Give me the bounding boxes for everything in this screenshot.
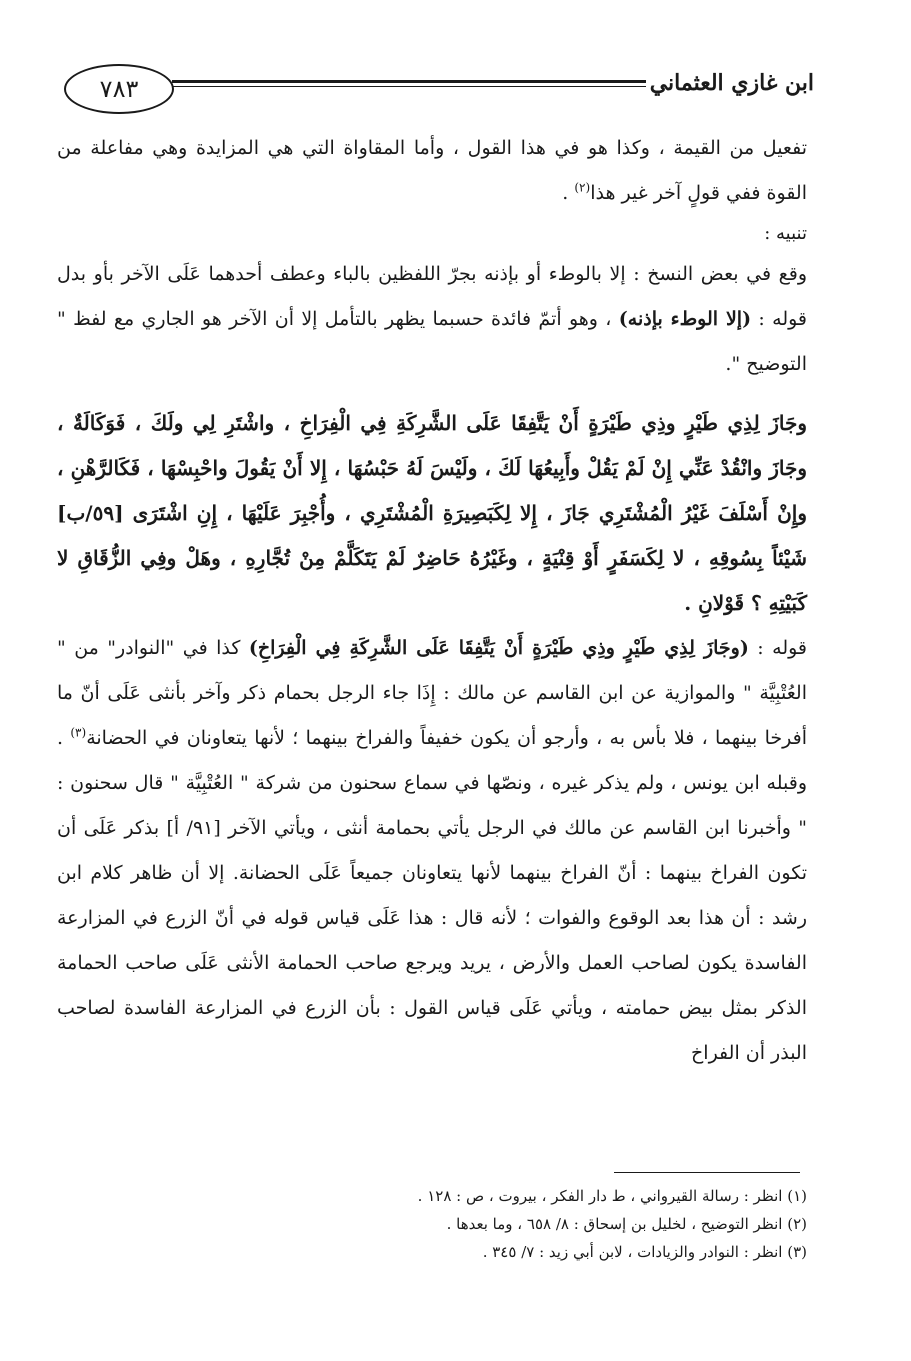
footnote-3: (٣) انظر : النوادر والزيادات ، لابن أبي زيد : ٧/ ٣٤٥ . [482, 1243, 807, 1261]
footnote-ref-2: (٢) [574, 180, 591, 195]
page-header [58, 52, 814, 120]
main-text [57, 126, 807, 1076]
note-heading: تنبيه : [764, 223, 807, 244]
footnote-separator [614, 1172, 800, 1173]
footnote-2: (٢) انظر التوضيح ، لخليل بن إسحاق : ٨/ ٦٥٨ ، وما بعدها . [446, 1215, 807, 1233]
paragraph-3 [57, 626, 807, 1076]
paragraph-1-end: . [562, 182, 575, 204]
paragraph-1 [57, 126, 807, 216]
header-rule-thin [172, 86, 646, 87]
footnotes [107, 1182, 807, 1266]
paragraph-1-text: تفعيل من القيمة ، وكذا هو في هذا القول ، وأما المقاواة التي هي المزايدة وهي مفاعلة من القوة ففي قولٍ آخر غير هذا [57, 137, 807, 204]
paragraph-2 [57, 252, 807, 387]
paragraph-3-text-a: كذا في "النوادر" من " العُتْبِيَّة " والموازية عن ابن القاسم عن مالك : إِذَا جاء الرجل بحمام ذكر وآخر بأنثى عَلَى أنّ ما أفرخا بينهما ، فلا بأس به ، وأرجو أن يكون خفيفاً والفراخ بينهما ؛ لأنها يتعاونان في الحضانة [57, 637, 807, 749]
paragraph-3-text-b: . وقبله ابن يونس ، ولم يذكر غيره ، ونصّها في سماع سحنون من شركة " العُتْبِيَّة " قال سحنون : " وأخبرنا ابن القاسم عن مالك في الرجل يأتي بحمامة أنثى ، ويأتي الآخر [٩١/ أ] بذكر عَلَى أن تكون الفراخ بينهما : أنّ الفراخ بينهما لأنها يتعاونان جميعاً عَلَى الحضانة. إلا أن ظاهر كلام ابن رشد : أن هذا بعد الوقوع والفوات ؛ لأنه قال : هذا عَلَى قياس قوله في أنّ الزرع في المزارعة الفاسدة يكون لصاحب العمل والأرض ، يريد ويرجع صاحب الحمامة الأنثى عَلَى صاحب الحمامة الذكر بمثل بيض حمامته ، ويأتي عَلَى قياس القول : بأن الزرع في المزارعة الفاسدة لصاحب البذر أن الفراخ [57, 727, 807, 1064]
page-number: ٧٨٣ [99, 75, 139, 103]
footnote-1: (١) انظر : رسالة القيرواني ، ط دار الفكر ، بيروت ، ص : ١٢٨ . [417, 1187, 807, 1205]
matn-text: وجَازَ لِذِي طَيْرٍ وذِي طَيْرَةٍ أَنْ يَتَّفِقَا عَلَى الشَّرِكَةِ فِي الْفِرَاخِ ، واشْتَرِ لِي ولَكَ ، فَوَكَالَةٌ ، وجَازَ وانْقُدْ عَنِّي إِنْ لَمْ يَقُلْ وأَبِيعُهَا لَكَ ، ولَيْسَ لَهُ حَبْسُهَا ، إِلا أَنْ يَقُولَ واحْبِسْهَا ، فَكَالرَّهْنِ ، وإِنْ أَسْلَفَ غَيْرُ الْمُشْتَرِي جَازَ ، إِلا لِكَبَصِيرَةِ الْمُشْتَرِي ، وأُجْبِرَ عَلَيْهَا ، إِنِ اشْتَرَى [٥٩/ب] شَيْئاً بِسُوقِهِ ، لا لِكَسَفَرٍ أَوْ قِنْيَةٍ ، وغَيْرُهُ حَاضِرٌ لَمْ يَتَكَلَّمْ مِنْ تُجَّارِهِ ، وهَلْ وفِي الزُّقَاقِ لا كَبَيْتِهِ ؟ قَوْلانِ . [57, 411, 807, 615]
paragraph-3-lead: قوله : [748, 637, 808, 659]
running-title: ابن غازي العثماني [649, 70, 814, 96]
paragraph-2-quote: (إلا الوطء بإذنه) [618, 308, 752, 330]
page-number-oval [64, 64, 174, 114]
paragraph-2-text-a: وقع في بعض النسخ : إلا بالوطء أو بإذنه بجرّ اللفظين بالباء وعطف أحدهما عَلَى الآخر بأو بدل قوله : [57, 263, 808, 330]
paragraph-3-quote: (وجَازَ لِذِي طَيْرٍ وذِي طَيْرَةٍ أَنْ يَتَّفِقَا عَلَى الشَّرِكَةِ فِي الْفِرَاخِ) [248, 637, 749, 659]
paragraph-2-text-b: ، وهو أتمّ فائدة حسبما يظهر بالتأمل إلا أن الآخر هو الجاري مع لفظ " التوضيح ". [57, 308, 807, 375]
footnote-ref-3: (٣) [70, 725, 87, 740]
header-rule-thick [172, 80, 646, 83]
